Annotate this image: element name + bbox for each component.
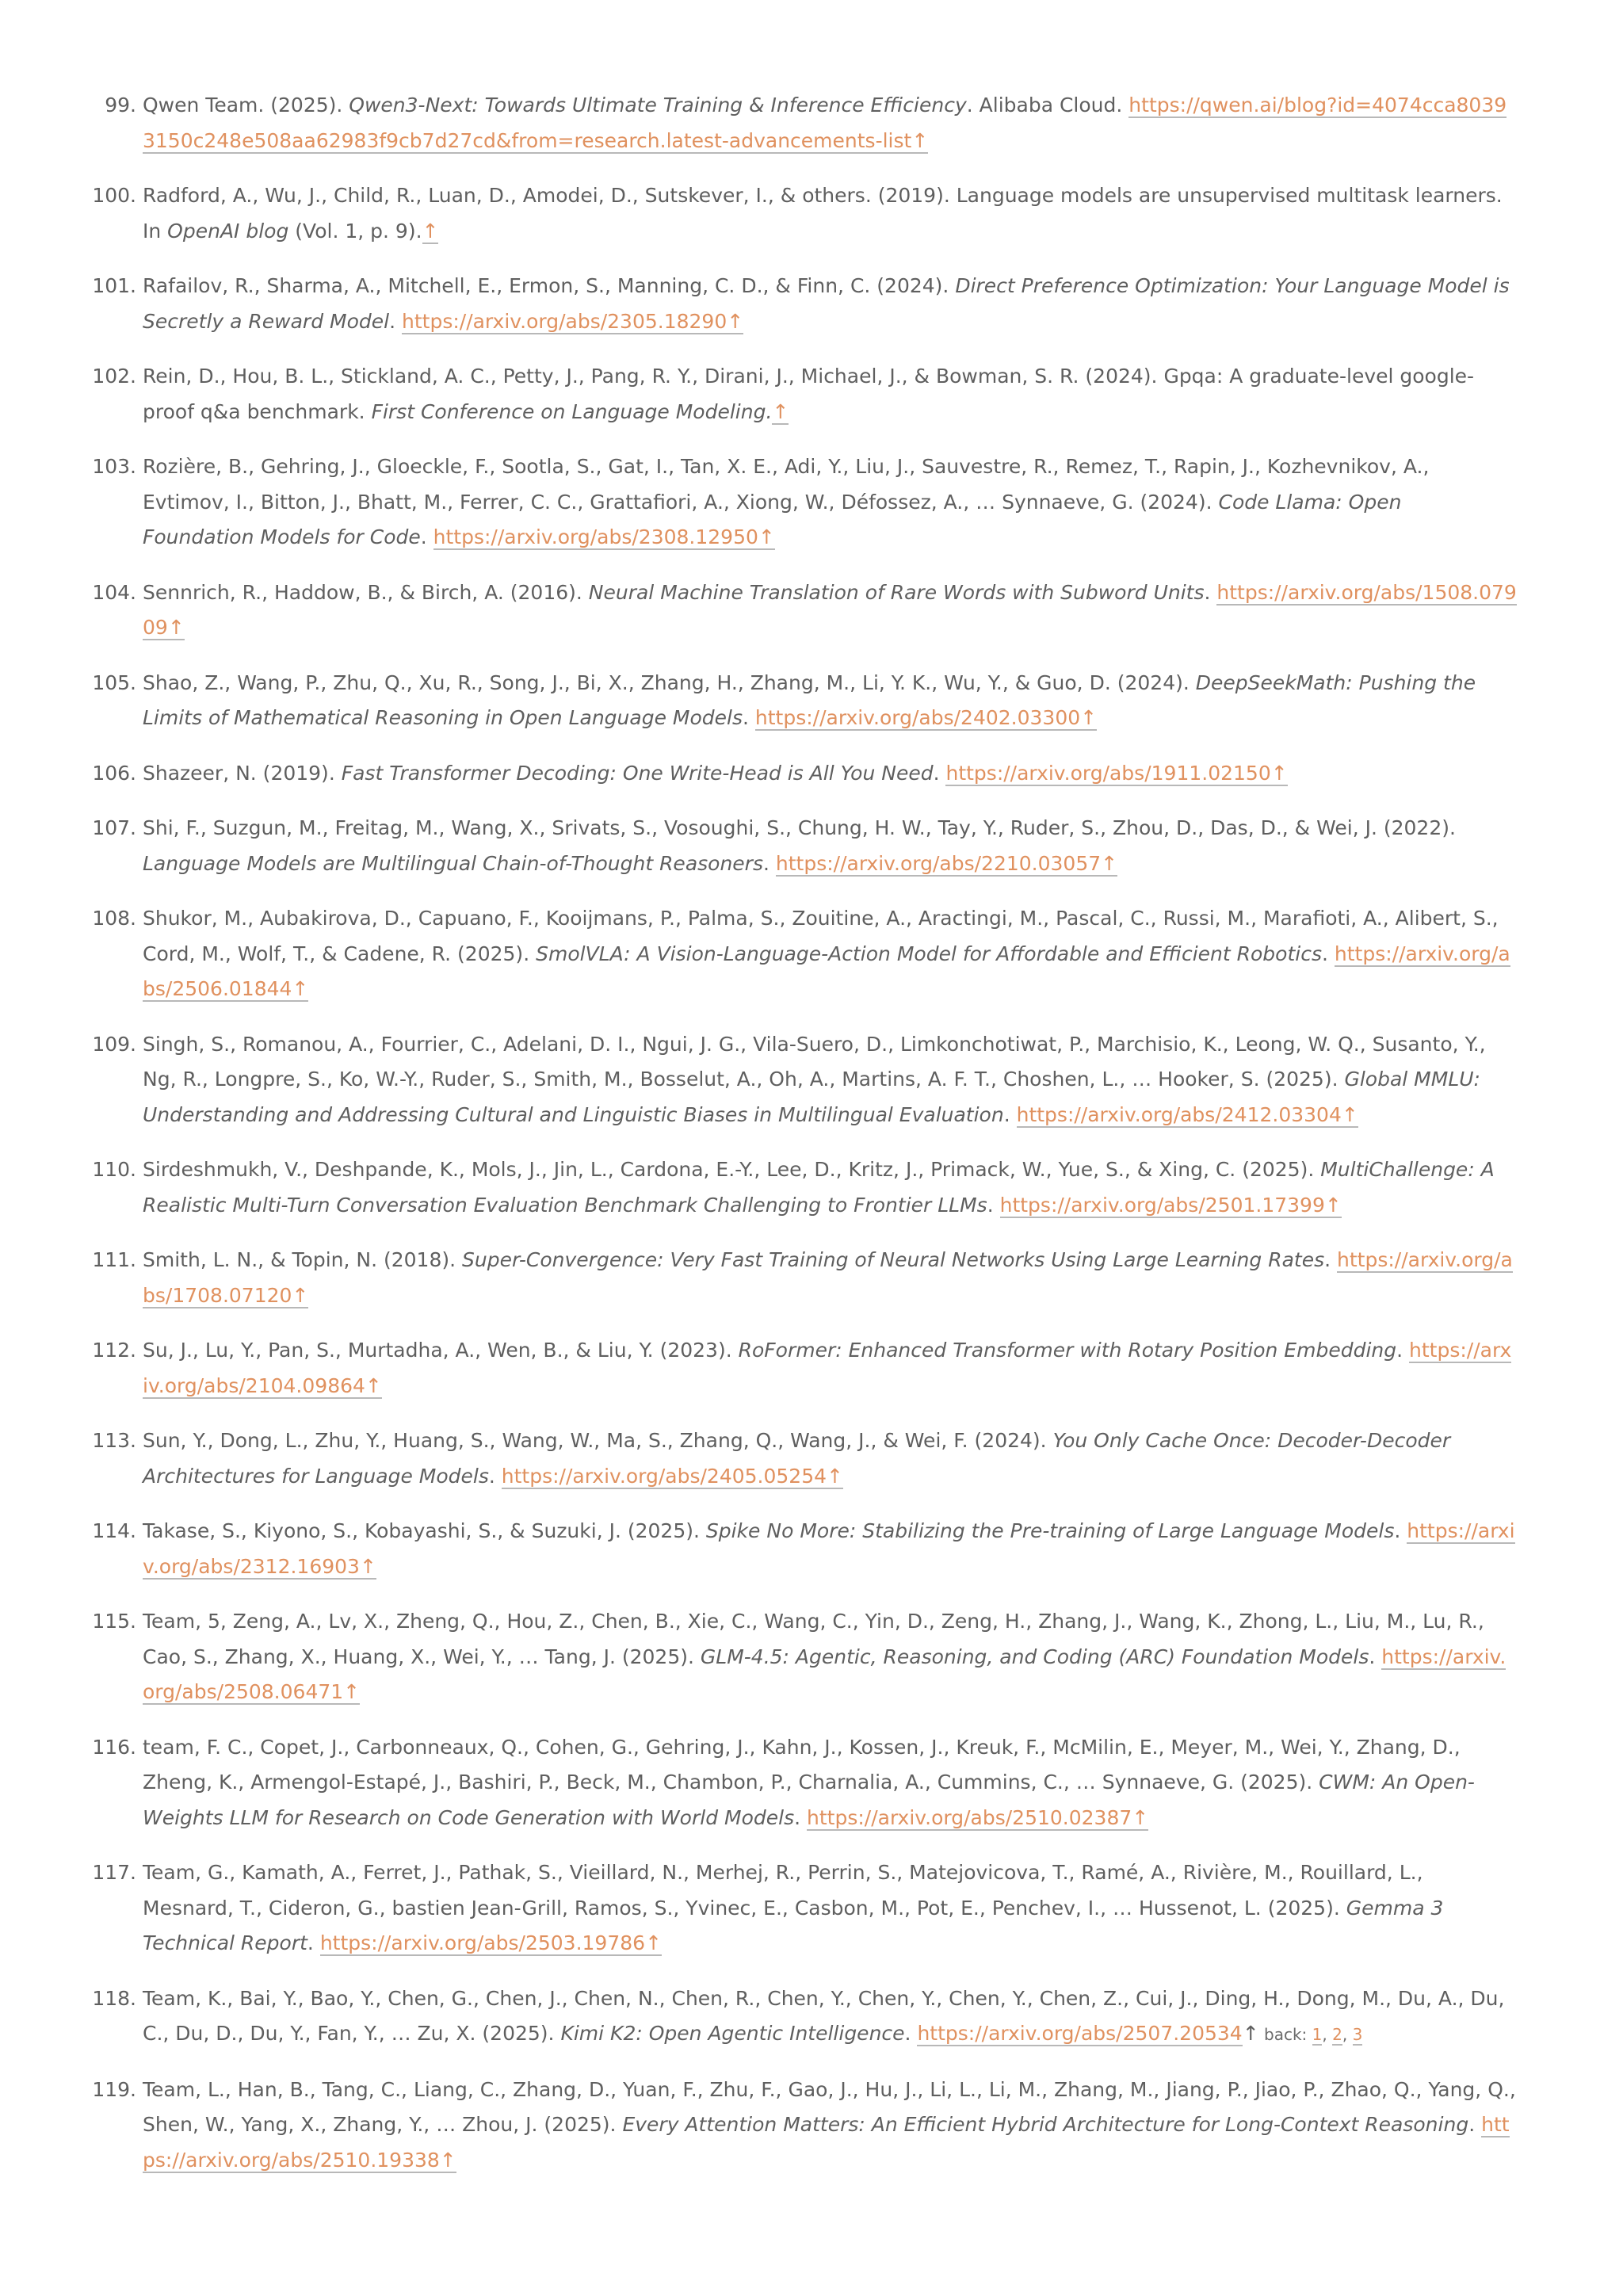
backlink-3[interactable]: 3 [1352, 2025, 1363, 2044]
reference-suffix: . [904, 2022, 918, 2045]
reference-authors: Sun, Y., Dong, L., Zhu, Y., Huang, S., Wang, W., Ma, S., Zhang, Q., Wang, J., & Wei, F. (2024). [143, 1429, 1053, 1452]
back-to-text-arrow-icon[interactable]: ↑ [359, 1554, 376, 1578]
reference-number: 115. [92, 1610, 136, 1633]
reference-number: 107. [92, 816, 136, 839]
reference-authors: Shazeer, N. (2019). [143, 761, 342, 785]
reference-number: 116. [92, 1735, 136, 1759]
back-to-text-arrow-icon[interactable]: ↑ [292, 977, 309, 1000]
reference-suffix: . [1396, 1339, 1410, 1362]
reference-number: 109. [92, 1032, 136, 1056]
back-to-text-arrow-icon[interactable]: ↑ [292, 1283, 309, 1307]
reference-number: 118. [92, 1986, 136, 2010]
reference-link[interactable]: https://arxiv.org/abs/2305.18290 [402, 309, 727, 333]
reference-title: RoFormer: Enhanced Transformer with Rotary Position Embedding [738, 1339, 1397, 1362]
reference-authors: Rozière, B., Gehring, J., Gloeckle, F., Sootla, S., Gat, I., Tan, X. E., Adi, Y., Liu, J., Sauvestre, R., Remez, T., Rapin, J., Kozhevnikov, A., Evtimov, I., Bitton, J., Bhatt, M., Ferrer, C. C., Grattafiori, A., Xiong, W., Défossez, A., … Synnaeve, G. (2024). [143, 455, 1430, 514]
reference-title: Code Llama: Open Foundation Models for Code [143, 490, 1402, 548]
reference-item [92, 1981, 1517, 2053]
reference-number: 99. [105, 94, 136, 117]
back-to-text-arrow-icon[interactable]: ↑ [365, 1373, 382, 1397]
reference-authors: Team, G., Kamath, A., Ferret, J., Pathak, S., Vieillard, N., Merhej, R., Perrin, S., Matejovicova, T., Ramé, A., Rivière, M., Rouillard, L., Mesnard, T., Cideron, G., bastien Jean-Grill, Ramos, S., Yvinec, E., Casbon, M., Pot, E., Penchev, I., … Hussenot, L. (2025). [143, 1861, 1423, 1920]
reference-number: 103. [92, 455, 136, 478]
reference-number: 104. [92, 580, 136, 604]
back-to-text-arrow-icon[interactable]: ↑ [827, 1464, 843, 1488]
reference-title: Super-Convergence: Very Fast Training of Neural Networks Using Large Learning Rates [462, 1248, 1325, 1271]
reference-suffix: . [1394, 1519, 1407, 1542]
reference-authors: Smith, L. N., & Topin, N. (2018). [143, 1248, 463, 1271]
back-to-text-arrow-icon[interactable]: ↑ [343, 1680, 361, 1703]
reference-link[interactable]: https://arxiv.org/abs/2503.19786 [319, 1931, 646, 1954]
reference-link[interactable]: https://arxiv.org/abs/2312.16903 [143, 1519, 1515, 1578]
reference-authors: Sirdeshmukh, V., Deshpande, K., Mols, J., Jin, L., Cardona, E.-Y., Lee, D., Kritz, J., Primack, W., Yue, S., & Xing, C. (2025). [143, 1158, 1321, 1181]
reference-title: Fast Transformer Decoding: One Write-Head is All You Need [341, 761, 934, 785]
back-to-text-arrow-icon[interactable]: ↑ [1101, 851, 1118, 875]
reference-number: 110. [92, 1158, 136, 1181]
back-to-text-arrow-icon[interactable]: ↑ [422, 219, 439, 243]
reference-title: MultiChallenge: A Realistic Multi-Turn Conversation Evaluation Benchmark Challenging to Frontier LLMs [143, 1158, 1495, 1217]
reference-link[interactable]: https://arxiv.org/abs/2405.05254 [501, 1464, 827, 1488]
reference-link[interactable]: https://arxiv.org/abs/1708.07120 [143, 1248, 1513, 1307]
reference-link[interactable]: https://arxiv.org/abs/2402.03300 [754, 706, 1081, 729]
back-to-text-arrow-icon[interactable]: ↑ [1080, 706, 1098, 729]
reference-link[interactable]: https://arxiv.org/abs/2308.12950 [433, 525, 758, 548]
reference-item [92, 1027, 1517, 1133]
reference-item [92, 666, 1517, 736]
reference-suffix: . [1324, 1248, 1338, 1271]
back-to-text-arrow-icon[interactable]: ↑ [439, 2148, 456, 2172]
reference-suffix: . [1204, 580, 1217, 604]
reference-title: Direct Preference Optimization: Your Language Model is Secretly a Reward Model [143, 274, 1510, 333]
reference-item [92, 901, 1517, 1007]
reference-item [92, 1855, 1517, 1962]
reference-title: You Only Cache Once: Decoder-Decoder Architectures for Language Models [143, 1429, 1451, 1488]
reference-link[interactable]: https://arxiv.org/abs/1911.02150 [945, 761, 1271, 785]
reference-item [92, 1152, 1517, 1223]
back-to-text-arrow-icon[interactable]: ↑ [1132, 1805, 1149, 1829]
reference-suffix: . [1369, 1645, 1382, 1668]
reference-link[interactable]: https://arxiv.org/abs/2508.06471 [143, 1645, 1507, 1703]
reference-title: DeepSeekMath: Pushing the Limits of Mathematical Reasoning in Open Language Models [143, 670, 1476, 729]
reference-item [92, 575, 1517, 646]
reference-authors: Singh, S., Romanou, A., Fourrier, C., Adelani, D. I., Ngui, J. G., Vila-Suero, D., Limkonchotiwat, P., Marchisio, K., Leong, W. Q., Susanto, Y., Ng, R., Longpre, S., Ko, W.-Y., Ruder, S., Smith, M., Bosselut, A., Oh, A., Martins, A. F. T., Choshen, L., … Hooker, S. (2025). [143, 1032, 1486, 1091]
reference-authors: Rafailov, R., Sharma, A., Mitchell, E., Ermon, S., Manning, C. D., & Finn, C. (2024). [143, 274, 956, 297]
reference-authors: Sennrich, R., Haddow, B., & Birch, A. (2016). [143, 580, 589, 604]
reference-item [92, 811, 1517, 881]
reference-authors: Shi, F., Suzgun, M., Freitag, M., Wang, X., Srivats, S., Vosoughi, S., Chung, H. W., Tay, Y., Ruder, S., Zhou, D., Das, D., & Wei, J. (2022). [143, 816, 1456, 839]
reference-title: CWM: An Open-Weights LLM for Research on Code Generation with World Models [143, 1771, 1475, 1829]
back-to-text-arrow-icon[interactable]: ↑ [1270, 761, 1288, 785]
reference-item [92, 1243, 1517, 1313]
reference-item [92, 1514, 1517, 1584]
back-to-text-arrow-icon[interactable]: ↑ [727, 309, 744, 333]
reference-suffix: . [987, 1193, 1000, 1217]
back-to-text-arrow-icon[interactable]: ↑ [758, 525, 775, 548]
reference-title: Global MMLU: Understanding and Addressing Cultural and Linguistic Biases in Multilingual Evaluation [143, 1068, 1480, 1126]
reference-link[interactable]: https://arxiv.org/abs/1508.07909 [143, 580, 1517, 639]
reference-item [92, 1333, 1517, 1404]
reference-item [92, 2073, 1517, 2179]
reference-number: 101. [92, 274, 136, 297]
back-to-text-arrow-icon[interactable]: ↑ [167, 616, 185, 639]
reference-list [0, 88, 1517, 2178]
reference-link[interactable]: https://arxiv.org/abs/2510.02387 [807, 1805, 1132, 1829]
back-to-text-arrow-icon[interactable]: ↑ [1341, 1102, 1358, 1126]
reference-authors: Radford, A., Wu, J., Child, R., Luan, D., Amodei, D., Sutskever, I., & others. (2019). Language models are unsupervised multitask learners. In [143, 184, 1503, 243]
reference-item [92, 1604, 1517, 1710]
reference-authors: Su, J., Lu, Y., Pan, S., Murtadha, A., Wen, B., & Liu, Y. (2023). [143, 1339, 739, 1362]
reference-authors: Qwen Team. (2025). [143, 94, 349, 117]
reference-title: Gemma 3 Technical Report [143, 1896, 1444, 1954]
reference-item [92, 756, 1517, 792]
reference-authors: Shukor, M., Aubakirova, D., Capuano, F., Kooijmans, P., Palma, S., Zouitine, A., Aractingi, M., Pascal, C., Russi, M., Marafioti, A., Alibert, S., Cord, M., Wolf, T., & Cadene, R. (2025). [143, 907, 1499, 965]
reference-suffix: . [1468, 2113, 1482, 2136]
reference-title: Neural Machine Translation of Rare Words with Subword Units [588, 580, 1205, 604]
reference-link[interactable]: https://arxiv.org/abs/2104.09864 [143, 1339, 1512, 1397]
reference-number: 113. [92, 1429, 136, 1452]
reference-suffix: . [389, 309, 402, 333]
reference-link[interactable]: https://arxiv.org/abs/2412.03304 [1016, 1102, 1342, 1126]
reference-item [92, 449, 1517, 556]
back-to-text-arrow-icon[interactable]: ↑ [1324, 1193, 1342, 1217]
reference-suffix: . [488, 1464, 502, 1488]
reference-number: 111. [92, 1248, 136, 1271]
reference-suffix: . [1003, 1102, 1017, 1126]
reference-title: Qwen3-Next: Towards Ultimate Training & Inference Efficiency [349, 94, 967, 117]
reference-number: 108. [92, 907, 136, 930]
reference-number: 114. [92, 1519, 136, 1542]
reference-number: 105. [92, 670, 136, 694]
backlink-1[interactable]: 1 [1312, 2025, 1323, 2044]
reference-number: 112. [92, 1339, 136, 1362]
reference-title: First Conference on Language Modeling. [371, 399, 773, 423]
reference-suffix: . [1322, 942, 1335, 965]
reference-item [92, 269, 1517, 339]
reference-item [92, 178, 1517, 249]
reference-suffix: . Alibaba Cloud. [966, 94, 1129, 117]
back-to-text-arrow-icon[interactable]: ↑ [772, 399, 789, 423]
reference-link[interactable]: https://arxiv.org/abs/2210.03057 [775, 851, 1102, 875]
reference-title: GLM-4.5: Agentic, Reasoning, and Coding (ARC) Foundation Models [700, 1645, 1369, 1668]
reference-link[interactable]: https://arxiv.org/abs/2506.01844 [143, 942, 1510, 1000]
reference-link[interactable]: https://arxiv.org/abs/2501.17399 [999, 1193, 1325, 1217]
reference-suffix: . [933, 761, 946, 785]
reference-title: OpenAI blog [167, 219, 289, 243]
reference-link[interactable]: https://arxiv.org/abs/2507.20534 [917, 2022, 1243, 2045]
reference-authors: Shao, Z., Wang, P., Zhu, Q., Xu, R., Song, J., Bi, X., Zhang, H., Zhang, M., Li, Y. K., Wu, Y., & Guo, D. (2024). [143, 670, 1196, 694]
reference-title: Every Attention Matters: An Efficient Hybrid Architecture for Long-Context Reasoning [622, 2113, 1469, 2136]
reference-title: SmolVLA: A Vision-Language-Action Model for Affordable and Efficient Robotics [536, 942, 1322, 965]
reference-suffix: (Vol. 1, p. 9). [288, 219, 422, 243]
reference-authors: Team, 5, Zeng, A., Lv, X., Zheng, Q., Hou, Z., Chen, B., Xie, C., Wang, C., Yin, D., Zeng, H., Zhang, J., Wang, K., Zhong, L., Liu, M., Lu, R., Cao, S., Zhang, X., Huang, X., Wei, Y., … Tang, J. (2025). [143, 1610, 1484, 1668]
reference-number: 102. [92, 365, 136, 388]
reference-number: 100. [92, 184, 136, 207]
reference-suffix: . [743, 706, 755, 729]
reference-item [105, 88, 1517, 159]
reference-number: 117. [92, 1861, 136, 1884]
backlinks-label: back: [1264, 2025, 1308, 2044]
reference-authors: Rein, D., Hou, B. L., Stickland, A. C., Petty, J., Pang, R. Y., Dirani, J., Michael, J., & Bowman, S. R. (2024). Gpqa: A graduate-level google-proof q&a benchmark. [143, 365, 1475, 423]
reference-authors: Takase, S., Kiyono, S., Kobayashi, S., & Suzuki, J. (2025). [143, 1519, 706, 1542]
reference-item [92, 1423, 1517, 1494]
reference-suffix: . [420, 525, 433, 548]
back-to-text-arrow-icon[interactable]: ↑ [645, 1931, 663, 1954]
reference-title: Language Models are Multilingual Chain-of-Thought Reasoners [143, 851, 763, 875]
reference-link[interactable]: https://arxiv.org/abs/2510.19338 [143, 2113, 1510, 2172]
reference-authors: team, F. C., Copet, J., Carbonneaux, Q., Cohen, G., Gehring, J., Kahn, J., Kossen, J., Kreuk, F., McMilin, E., Meyer, M., Wei, Y., Zhang, D., Zheng, K., Armengol-Estapé, J., Bashiri, P., Beck, M., Chambon, P., Charnalia, A., Cummins, C., … Synnaeve, G. (2025). [143, 1735, 1461, 1794]
reference-title: Spike No More: Stabilizing the Pre-training of Large Language Models [705, 1519, 1395, 1542]
backlinks: back: 1, 2, 3 [1264, 2025, 1363, 2044]
backlink-2[interactable]: 2 [1332, 2025, 1342, 2044]
reference-link[interactable]: https://qwen.ai/blog?id=4074cca80393150c248e508aa62983f9cb7d27cd&from=research.latest-advancements-list [143, 94, 1507, 152]
reference-number: 106. [92, 761, 136, 785]
reference-authors: Team, L., Han, B., Tang, C., Liang, C., Zhang, D., Yuan, F., Zhu, F., Gao, J., Hu, J., Li, L., Li, M., Zhang, M., Jiang, P., Jiao, P., Zhao, Q., Yang, Q., Shen, W., Yang, X., Zhang, Y., … Zhou, J. (2025). [143, 2077, 1516, 2136]
reference-suffix: . [762, 851, 776, 875]
reference-suffix: . [307, 1931, 320, 1954]
back-to-text-arrow-icon[interactable]: ↑ [911, 128, 929, 152]
back-to-text-arrow-icon[interactable]: ↑ [1242, 2022, 1259, 2045]
reference-title: Kimi K2: Open Agentic Intelligence [560, 2022, 905, 2045]
reference-authors: Team, K., Bai, Y., Bao, Y., Chen, G., Chen, J., Chen, N., Chen, R., Chen, Y., Chen, Y., Chen, Y., Chen, Z., Cui, J., Ding, H., Dong, M., Du, A., Du, C., Du, D., Du, Y., Fan, Y., … Zu, X. (2025). [143, 1986, 1505, 2045]
reference-suffix: . [794, 1805, 808, 1829]
reference-item [92, 1730, 1517, 1836]
reference-item [92, 359, 1517, 430]
reference-number: 119. [92, 2077, 136, 2101]
